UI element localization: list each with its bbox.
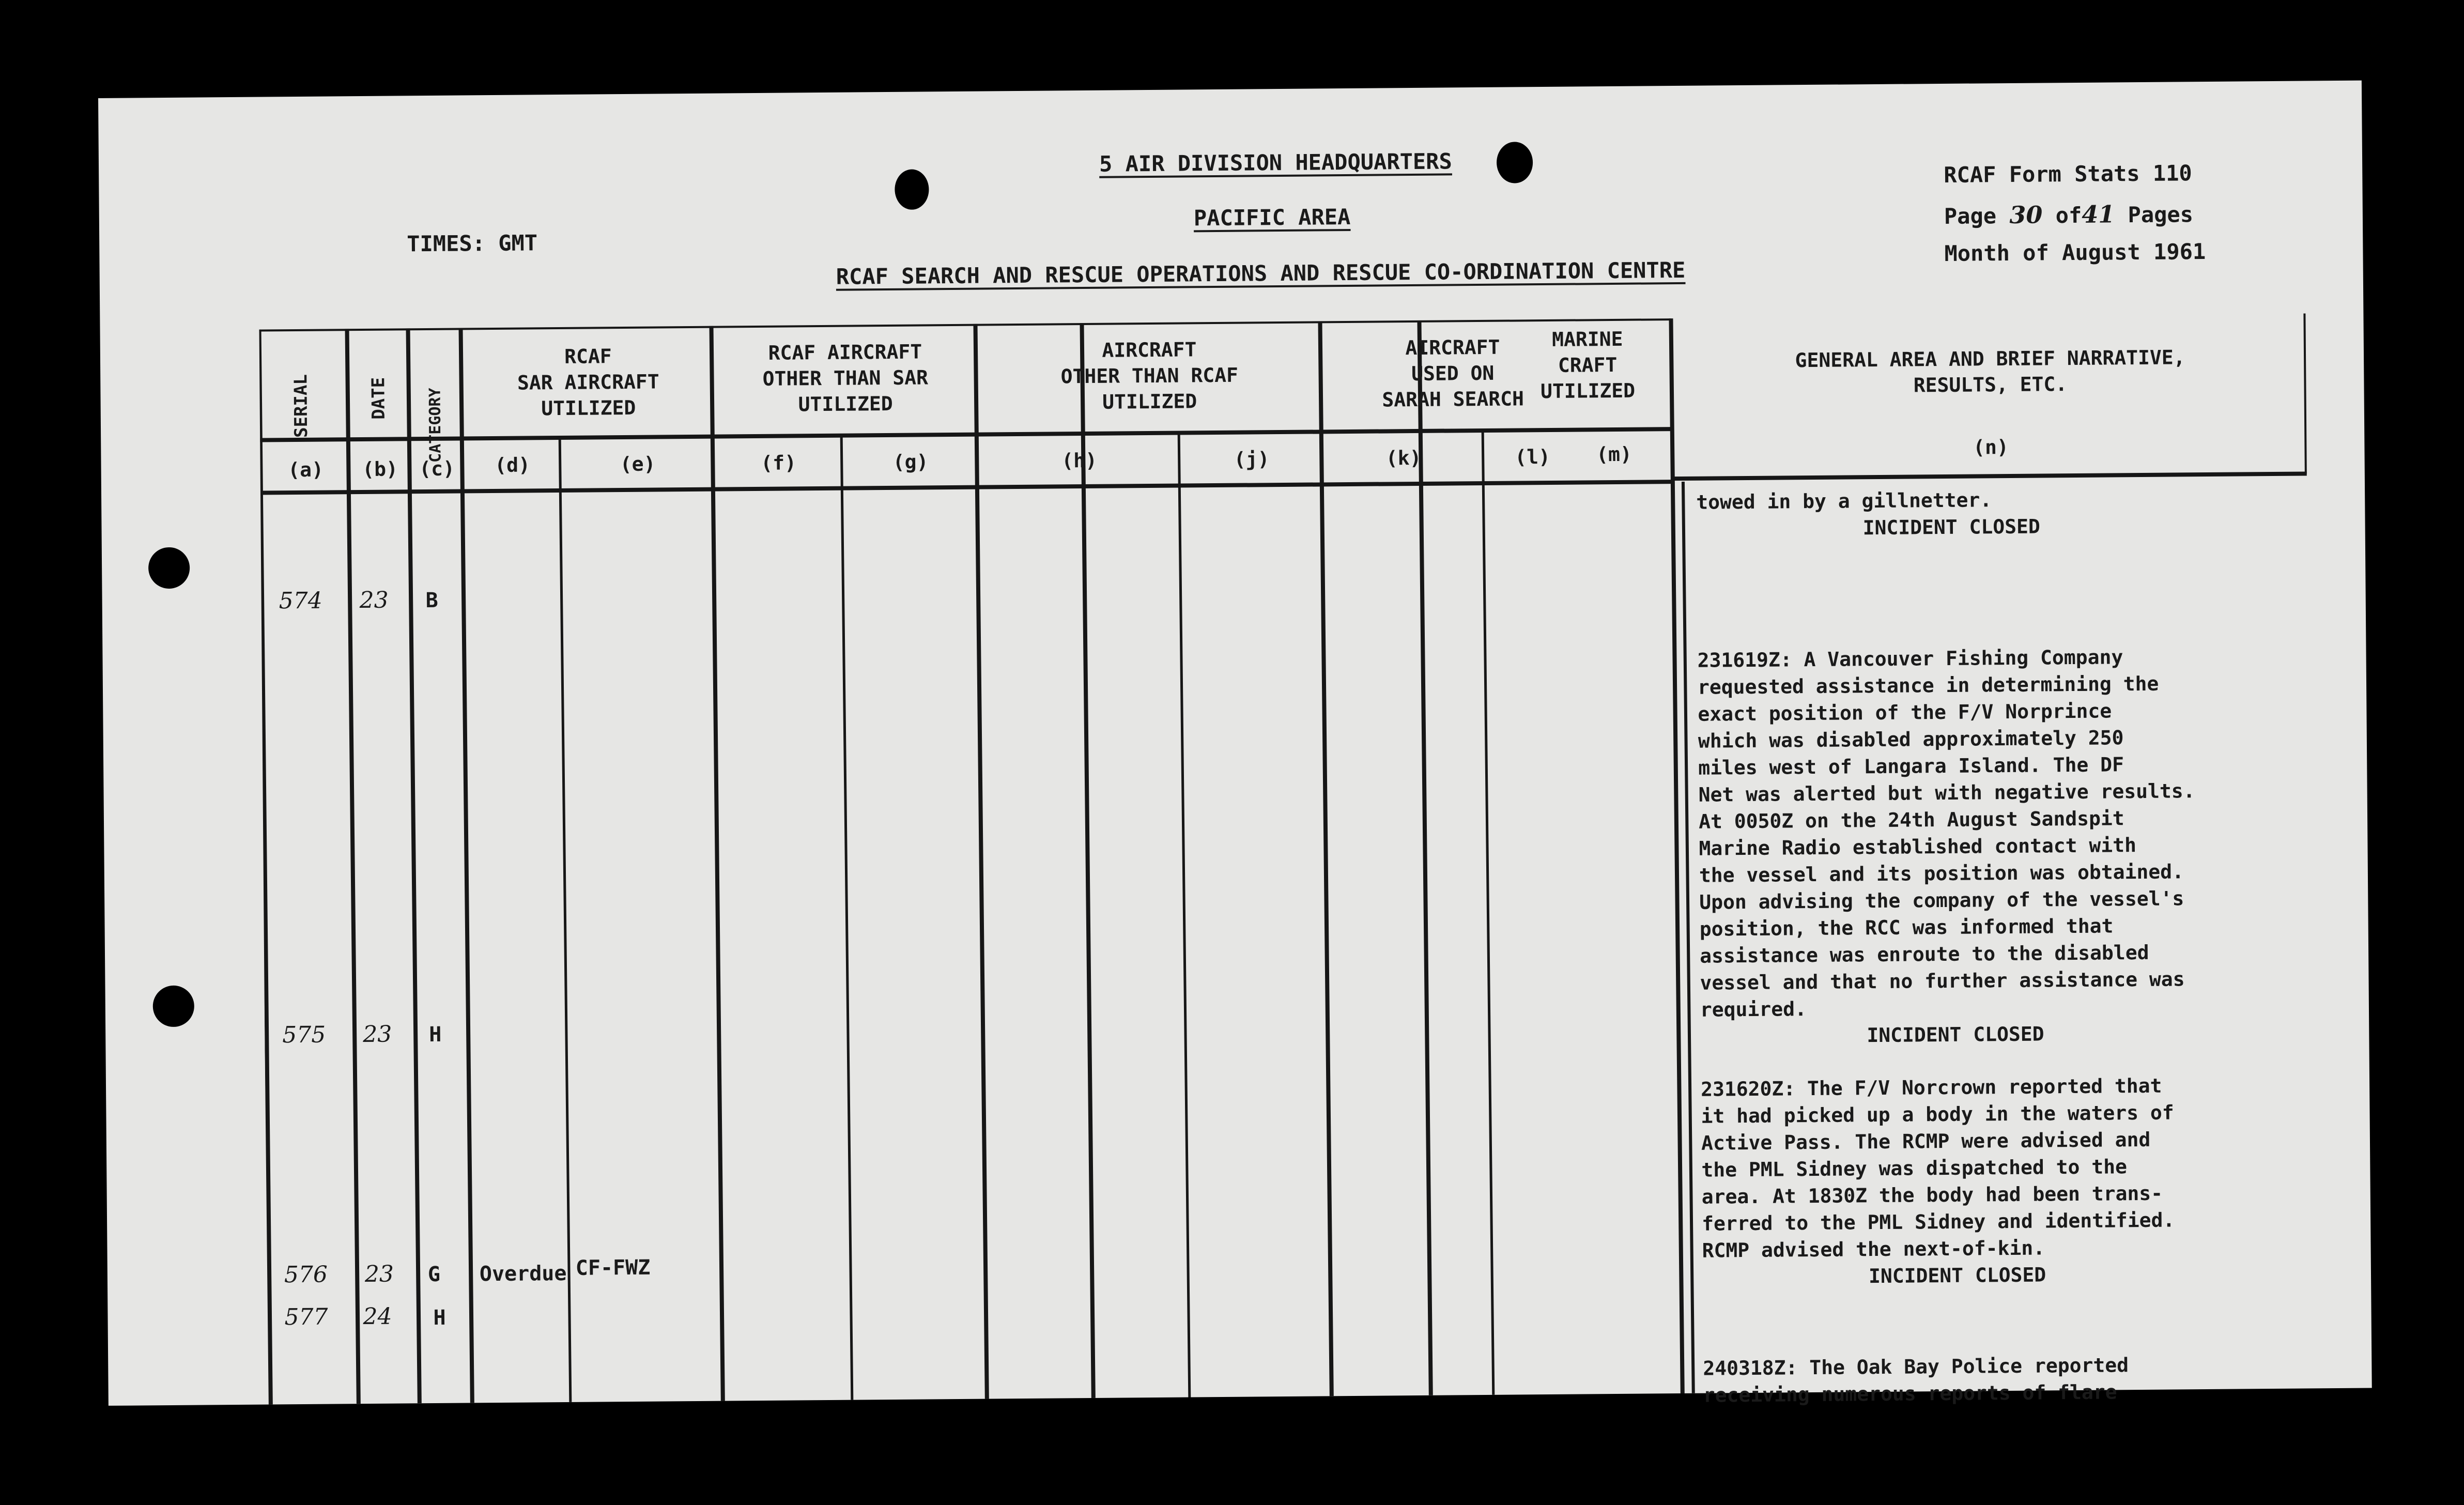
narrative-line: RCMP advised the next-of-kin.: [1702, 1236, 2045, 1262]
row-575-category: H: [429, 1022, 442, 1047]
row-574-date: 23: [359, 587, 389, 614]
col-date-header: DATE: [368, 377, 389, 420]
narrative-line: towed in by a gillnetter.: [1696, 488, 1992, 514]
row-576-sar-status: Overdue: [479, 1261, 567, 1286]
narrative-line: Marine Radio established contact with: [1699, 834, 2137, 860]
narrative-line: the vessel and its position was obtained.: [1699, 860, 2184, 887]
col-rcaf-other-header: RCAF AIRCRAFT OTHER THAN SAR UTILIZED: [762, 340, 929, 416]
row-577-category: H: [433, 1306, 446, 1330]
narrative-line: exact position of the F/V Norprince: [1698, 699, 2112, 726]
narrative-line: assistance was enroute to the disabled: [1699, 941, 2149, 968]
header-area: PACIFIC AREA: [1193, 204, 1351, 231]
narrative-line: ferred to the PML Sidney and identified.: [1702, 1208, 2175, 1235]
row-576-date: 23: [364, 1261, 394, 1288]
narrative-line: Active Pass. The RCMP were advised and: [1701, 1128, 2151, 1155]
col-letter-d: (d): [495, 453, 531, 477]
times-label: TIMES: GMT: [407, 230, 538, 257]
col-serial-header: SERIAL: [290, 374, 312, 438]
col-letter-n: (n): [1973, 435, 2009, 459]
col-letter-b: (b): [362, 457, 398, 481]
row-577-serial: 577: [284, 1303, 328, 1331]
row-575-date: 23: [363, 1021, 392, 1048]
row-576-sar-aircraft: CF-FWZ: [575, 1255, 651, 1280]
narrative-line: position, the RCC was informed that: [1699, 914, 2114, 941]
col-letter-e: (e): [620, 452, 656, 476]
narrative-line: At 0050Z on the 24th August Sandspit: [1698, 807, 2124, 833]
narrative-line: required.: [1700, 997, 1807, 1021]
col-letter-f: (f): [761, 451, 797, 474]
incident-closed-label: INCIDENT CLOSED: [1867, 1022, 2044, 1047]
page-suffix: Pages: [2128, 202, 2194, 228]
row-574-serial: 574: [279, 587, 322, 615]
narrative-line: it had picked up a body in the waters of: [1701, 1101, 2174, 1128]
row-576-serial: 576: [284, 1261, 328, 1288]
narrative-line: vessel and that no further assistance was: [1700, 968, 2185, 994]
col-letter-c: (c): [419, 457, 455, 481]
document-page: [98, 81, 2372, 1406]
col-letter-l: (l): [1515, 445, 1551, 469]
narrative-line: miles west of Langara Island. The DF: [1698, 753, 2124, 779]
col-sarah-header: AIRCRAFT USED ON SARAH SEARCH: [1382, 335, 1524, 411]
narrative-line: requested assistance in determining the: [1697, 672, 2159, 699]
row-574-category: B: [425, 588, 438, 613]
narrative-line: receiving numerous reports of flare: [1703, 1380, 2117, 1407]
page-of: of: [2055, 202, 2082, 228]
col-narrative-header: GENERAL AREA AND BRIEF NARRATIVE, RESULTS, ETC.: [1795, 346, 2185, 397]
form-number: RCAF Form Stats 110: [1944, 160, 2192, 188]
col-letter-a: (a): [288, 458, 324, 482]
row-575-serial: 575: [282, 1021, 326, 1049]
narrative-line: Upon advising the company of the vessel's: [1699, 887, 2184, 914]
col-marine-header: MARINE CRAFT UTILIZED: [1540, 327, 1636, 403]
col-letter-k: (k): [1385, 446, 1422, 470]
narrative-line: 240318Z: The Oak Bay Police reported: [1703, 1354, 2129, 1380]
incident-closed-label: INCIDENT CLOSED: [1862, 515, 2040, 540]
month-prefix: Month of: [1944, 240, 2049, 266]
col-letter-j: (j): [1234, 448, 1270, 471]
narrative-line: the PML Sidney was dispatched to the: [1701, 1155, 2128, 1181]
header-centre: RCAF SEARCH AND RESCUE OPERATIONS AND RESCUE CO-ORDINATION CENTRE: [836, 257, 1686, 289]
col-letter-h: (h): [1061, 449, 1098, 472]
header-division: 5 AIR DIVISION HEADQUARTERS: [1099, 148, 1452, 177]
page-number: 30: [2009, 201, 2043, 229]
punch-hole-lower: [152, 986, 194, 1027]
col-rcaf-sar-header: RCAF SAR AIRCRAFT UTILIZED: [517, 345, 659, 420]
col-aircraft-other-header: AIRCRAFT OTHER THAN RCAF UTILIZED: [1060, 338, 1239, 413]
narrative-line: area. At 1830Z the body had been trans-: [1701, 1181, 2163, 1208]
narrative-line: 231619Z: A Vancouver Fishing Company: [1697, 646, 2123, 672]
narrative-line: which was disabled approximately 250: [1698, 726, 2124, 753]
row-577-date: 24: [363, 1303, 392, 1330]
page-prefix: Page: [1944, 203, 1997, 229]
page-count: [1944, 199, 2194, 229]
punch-hole-upper: [148, 547, 190, 589]
page-total: 41: [2082, 200, 2115, 228]
col-letter-g: (g): [892, 450, 929, 473]
report-month: [1944, 239, 2206, 266]
narrative-line: Net was alerted but with negative results.: [1698, 779, 2195, 806]
narrative-text: [259, 313, 2314, 1407]
incident-closed-label: INCIDENT CLOSED: [1868, 1263, 2046, 1288]
row-576-category: G: [427, 1262, 441, 1287]
col-category-header: CATEGORY: [426, 388, 445, 463]
col-letter-m: (m): [1596, 442, 1632, 466]
tack-mark-left: [895, 169, 929, 210]
narrative-line: 231620Z: The F/V Norcrown reported that: [1700, 1074, 2162, 1101]
month-value: August 1961: [2061, 238, 2206, 266]
tack-mark-right: [1497, 142, 1533, 183]
